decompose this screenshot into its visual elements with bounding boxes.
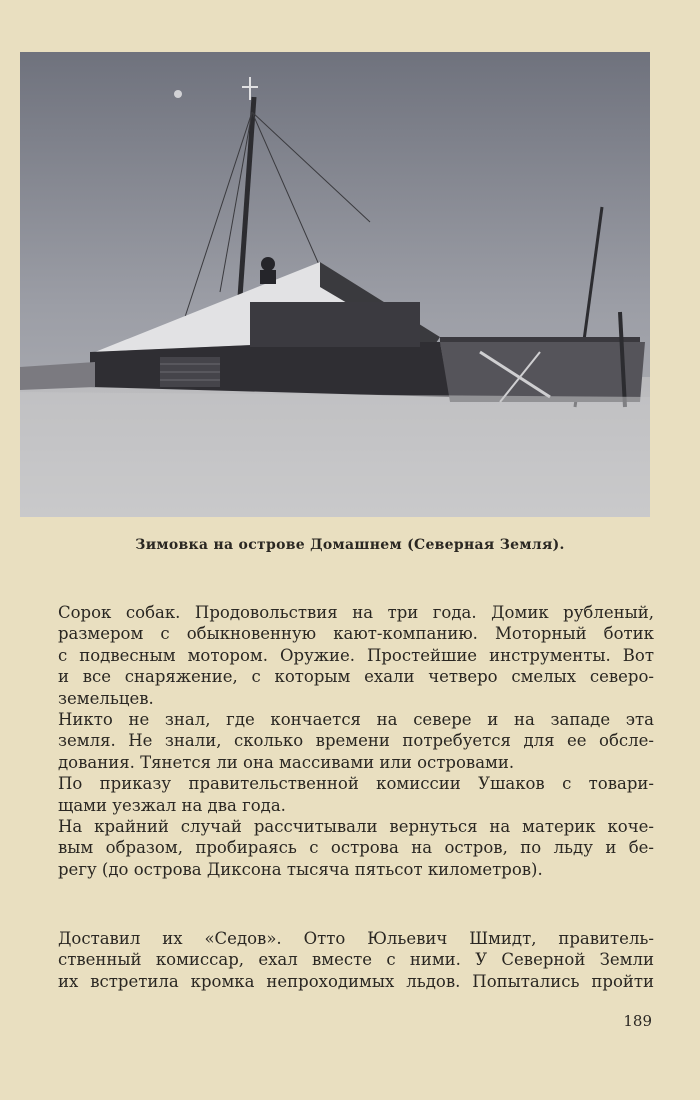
text-line: их встретила кромка непроходимых льдов. Попытались пройти — [58, 971, 654, 991]
text-line: Сорок собак. Продовольствия на три года. Домик рубленый, — [58, 603, 654, 622]
text-line: На крайний случай рассчитывали вернуться на материк коче- — [58, 816, 654, 836]
text-line: Доставил их «Седов». Отто Юльевич Шмидт, правитель- — [58, 929, 654, 948]
text-line: и все снаряжение, с которым ехали четверо смелых северо- — [58, 667, 654, 687]
text-line: ственный комиссар, ехал вместе с ними. У Северной Земли — [58, 950, 654, 970]
wintering-hut-photo — [20, 52, 650, 517]
text-line: с подвесным мотором. Оружие. Простейшие инструменты. Вот — [58, 645, 654, 665]
text-line: дования. Тянется ли она массивами или островами. — [58, 752, 515, 772]
paragraph-block-2 — [58, 928, 654, 992]
text-line: Никто не знал, где кончается на севере и на западе эта — [58, 709, 654, 729]
text-line: земля. Не знали, сколько времени потребуется для ее обсле- — [58, 731, 654, 751]
text-line: размером с обыкновенную кают-компанию. Моторный ботик — [58, 624, 654, 644]
page-number: 189 — [623, 1012, 652, 1030]
text-line: По приказу правительственной комиссии Ушаков с товари- — [58, 774, 654, 794]
photo-caption: Зимовка на острове Домашнем (Северная Земля). — [135, 537, 565, 553]
text-line: земельцев. — [58, 688, 154, 708]
text-line: щами уезжал на два года. — [58, 795, 286, 815]
text-line: регу (до острова Диксона тысяча пятьсот километров). — [58, 859, 543, 879]
paragraph-block-1 — [58, 602, 654, 880]
text-line: вым образом, пробираясь с острова на остров, по льду и бе- — [58, 838, 654, 858]
